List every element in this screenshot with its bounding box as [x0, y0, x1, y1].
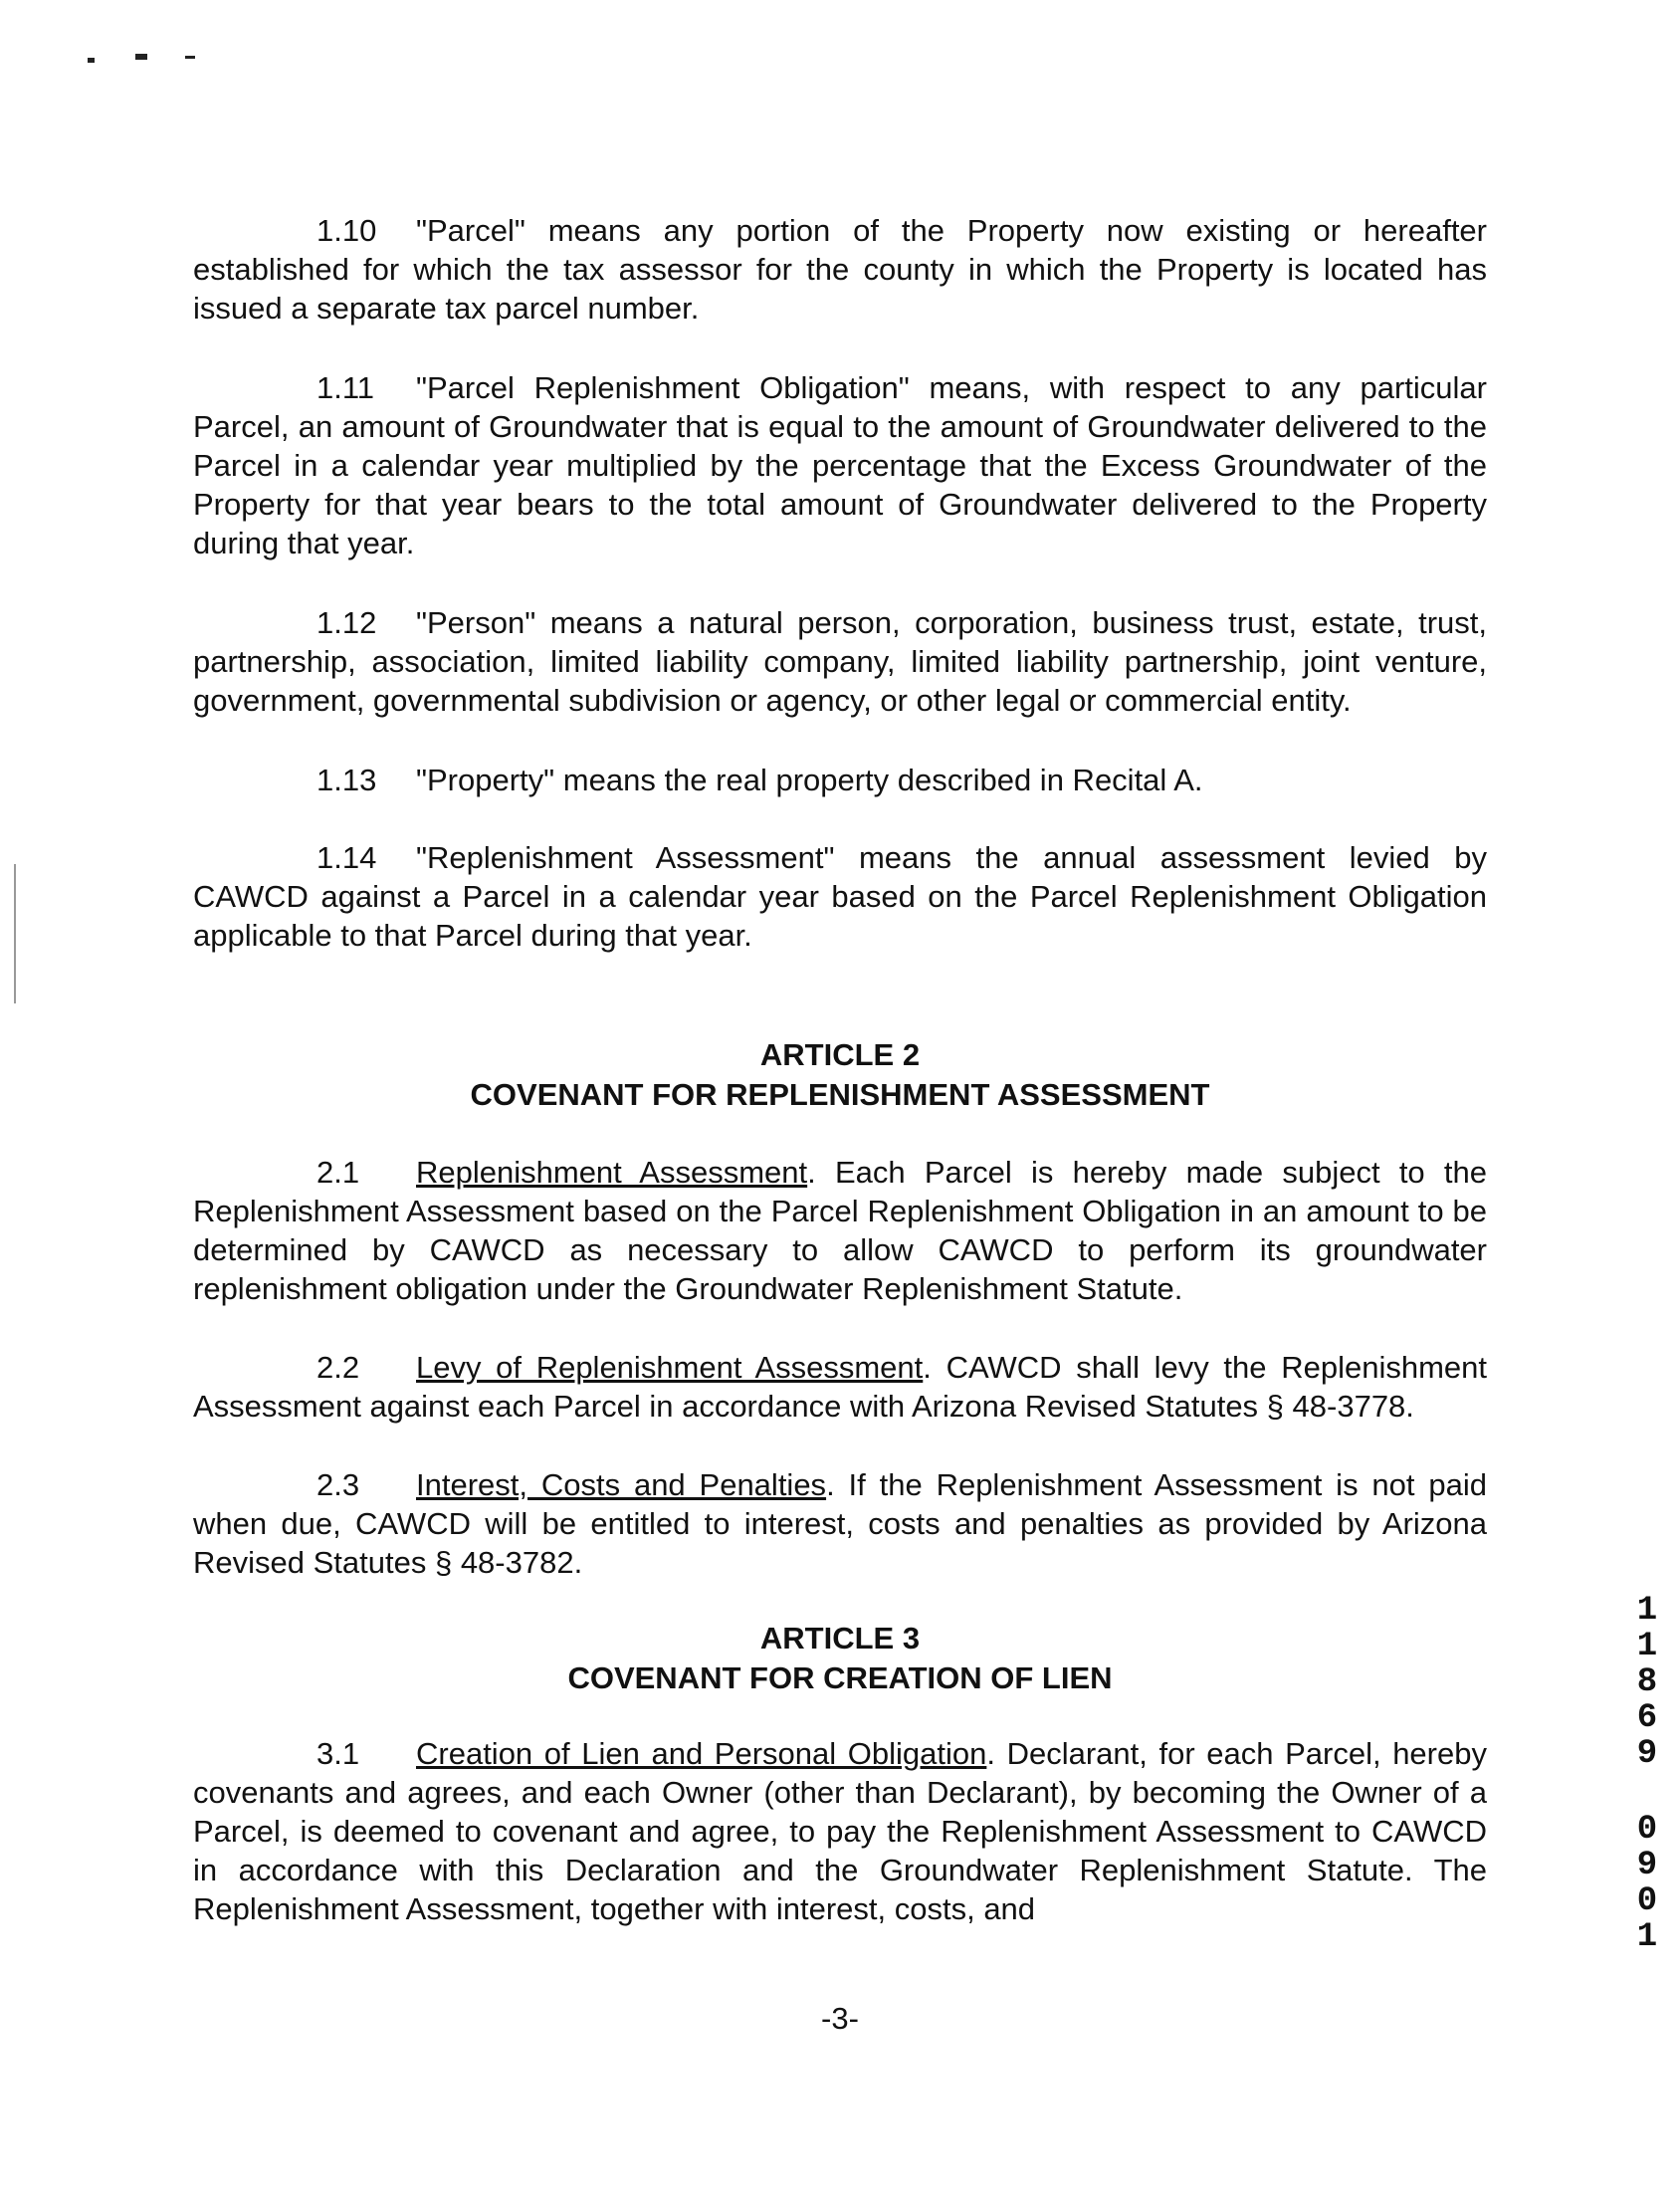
section-number: 1.14 — [316, 840, 377, 875]
stamp-gap — [1632, 1772, 1662, 1812]
recording-number-stamp — [1632, 1593, 1662, 1955]
paragraph-text: "Property" means the real property described in Recital A. — [416, 763, 1203, 797]
paragraph-text: "Parcel" means any portion of the Property now existing or hereafter established for which the tax assessor for the county in which the Property is located has issued a separate tax parcel number. — [193, 213, 1487, 326]
section-number: 3.1 — [316, 1736, 360, 1771]
paragraph-text: . Each Parcel is hereby made subject to the Replenishment Assessment based on the Parcel Replenishment Obligation in an amount to be determined by CAWCD as necessary to allow CAWCD to perform its groundwater replenishment obligation under the Groundwater Replenishment Statute. — [193, 1155, 1487, 1306]
article-title: ARTICLE 2 — [759, 1037, 921, 1072]
article-subtitle: COVENANT FOR CREATION OF LIEN — [567, 1660, 1113, 1695]
stamp-digit: 1 — [1636, 1592, 1658, 1630]
section-2-2 — [193, 1348, 1487, 1426]
section-heading: Levy of Replenishment Assessment — [416, 1350, 924, 1385]
section-number: 2.3 — [316, 1467, 360, 1502]
paragraph-text: . CAWCD shall levy the Replenishment Assessment against each Parcel in accordance with Arizona Revised Statutes § 48-3778. — [193, 1350, 1487, 1424]
scan-speck — [185, 56, 195, 59]
paragraph-text: "Parcel Replenishment Obligation" means, with respect to any particular Parcel, an amount of Groundwater that is equal to the amount of Groundwater delivered to the Parcel in a calendar year multiplied by the percentage that the Excess Groundwater of the Property for that year bears to the total amount of Groundwater delivered to the Property during that year. — [193, 370, 1487, 560]
paragraph-text: . Declarant, for each Parcel, hereby covenants and agrees, and each Owner (other than Declarant), by becoming the Owner of a Parcel, is deemed to covenant and agree, to pay the Replenishment Assessment to CAWCD in accordance with this Declaration and the Groundwater Replenishment Statute. The Replenishment Assessment, together with interest, costs, and — [193, 1736, 1487, 1926]
section-2-3 — [193, 1465, 1487, 1582]
article-subtitle: COVENANT FOR REPLENISHMENT ASSESSMENT — [470, 1077, 1210, 1112]
stamp-digit: 9 — [1636, 1735, 1658, 1773]
stamp-digit: 8 — [1636, 1663, 1658, 1701]
stamp-digit: 9 — [1636, 1847, 1658, 1884]
paragraph-text: "Replenishment Assessment" means the annual assessment levied by CAWCD against a Parcel in a calendar year based on the Parcel Replenishment Obligation applicable to that Parcel during that year. — [193, 840, 1487, 953]
section-number: 1.10 — [316, 213, 377, 248]
article-title: ARTICLE 3 — [759, 1621, 921, 1655]
scan-speck — [88, 58, 95, 63]
stamp-digit: 1 — [1636, 1628, 1658, 1665]
paragraph-text: . If the Replenishment Assessment is not paid when due, CAWCD will be entitled to interest, costs and penalties as provided by Arizona Revised Statutes § 48-3782. — [193, 1467, 1487, 1580]
section-number: 1.12 — [316, 605, 377, 640]
section-3-1 — [193, 1734, 1487, 1928]
scan-speck — [135, 54, 147, 60]
definition-1-12 — [193, 603, 1487, 720]
definition-1-11 — [193, 368, 1487, 562]
stamp-digit: 6 — [1636, 1699, 1658, 1737]
paragraph-text: "Person" means a natural person, corporation, business trust, estate, trust, partnership, association, limited liability company, limited liability partnership, joint venture, government, governmental subdivision or agency, or other legal or commercial entity. — [193, 605, 1487, 718]
stamp-digit: 0 — [1636, 1811, 1658, 1849]
section-heading: Interest, Costs and Penalties — [416, 1467, 827, 1502]
section-heading: Creation of Lien and Personal Obligation — [416, 1736, 987, 1771]
article-2-heading — [193, 1035, 1487, 1115]
section-number: 2.2 — [316, 1350, 360, 1385]
section-2-1 — [193, 1153, 1487, 1308]
article-3-heading — [193, 1619, 1487, 1698]
definition-1-10 — [193, 211, 1487, 328]
definition-1-13 — [193, 761, 1487, 799]
scan-speck — [14, 864, 16, 1003]
section-number: 2.1 — [316, 1155, 360, 1190]
section-number: 1.11 — [316, 370, 375, 405]
stamp-digit: 1 — [1636, 1918, 1658, 1956]
section-heading: Replenishment Assessment — [416, 1155, 808, 1190]
stamp-digit: 0 — [1636, 1882, 1658, 1920]
definition-1-14 — [193, 838, 1487, 955]
page-number: -3- — [821, 2001, 859, 2036]
section-number: 1.13 — [316, 763, 377, 797]
